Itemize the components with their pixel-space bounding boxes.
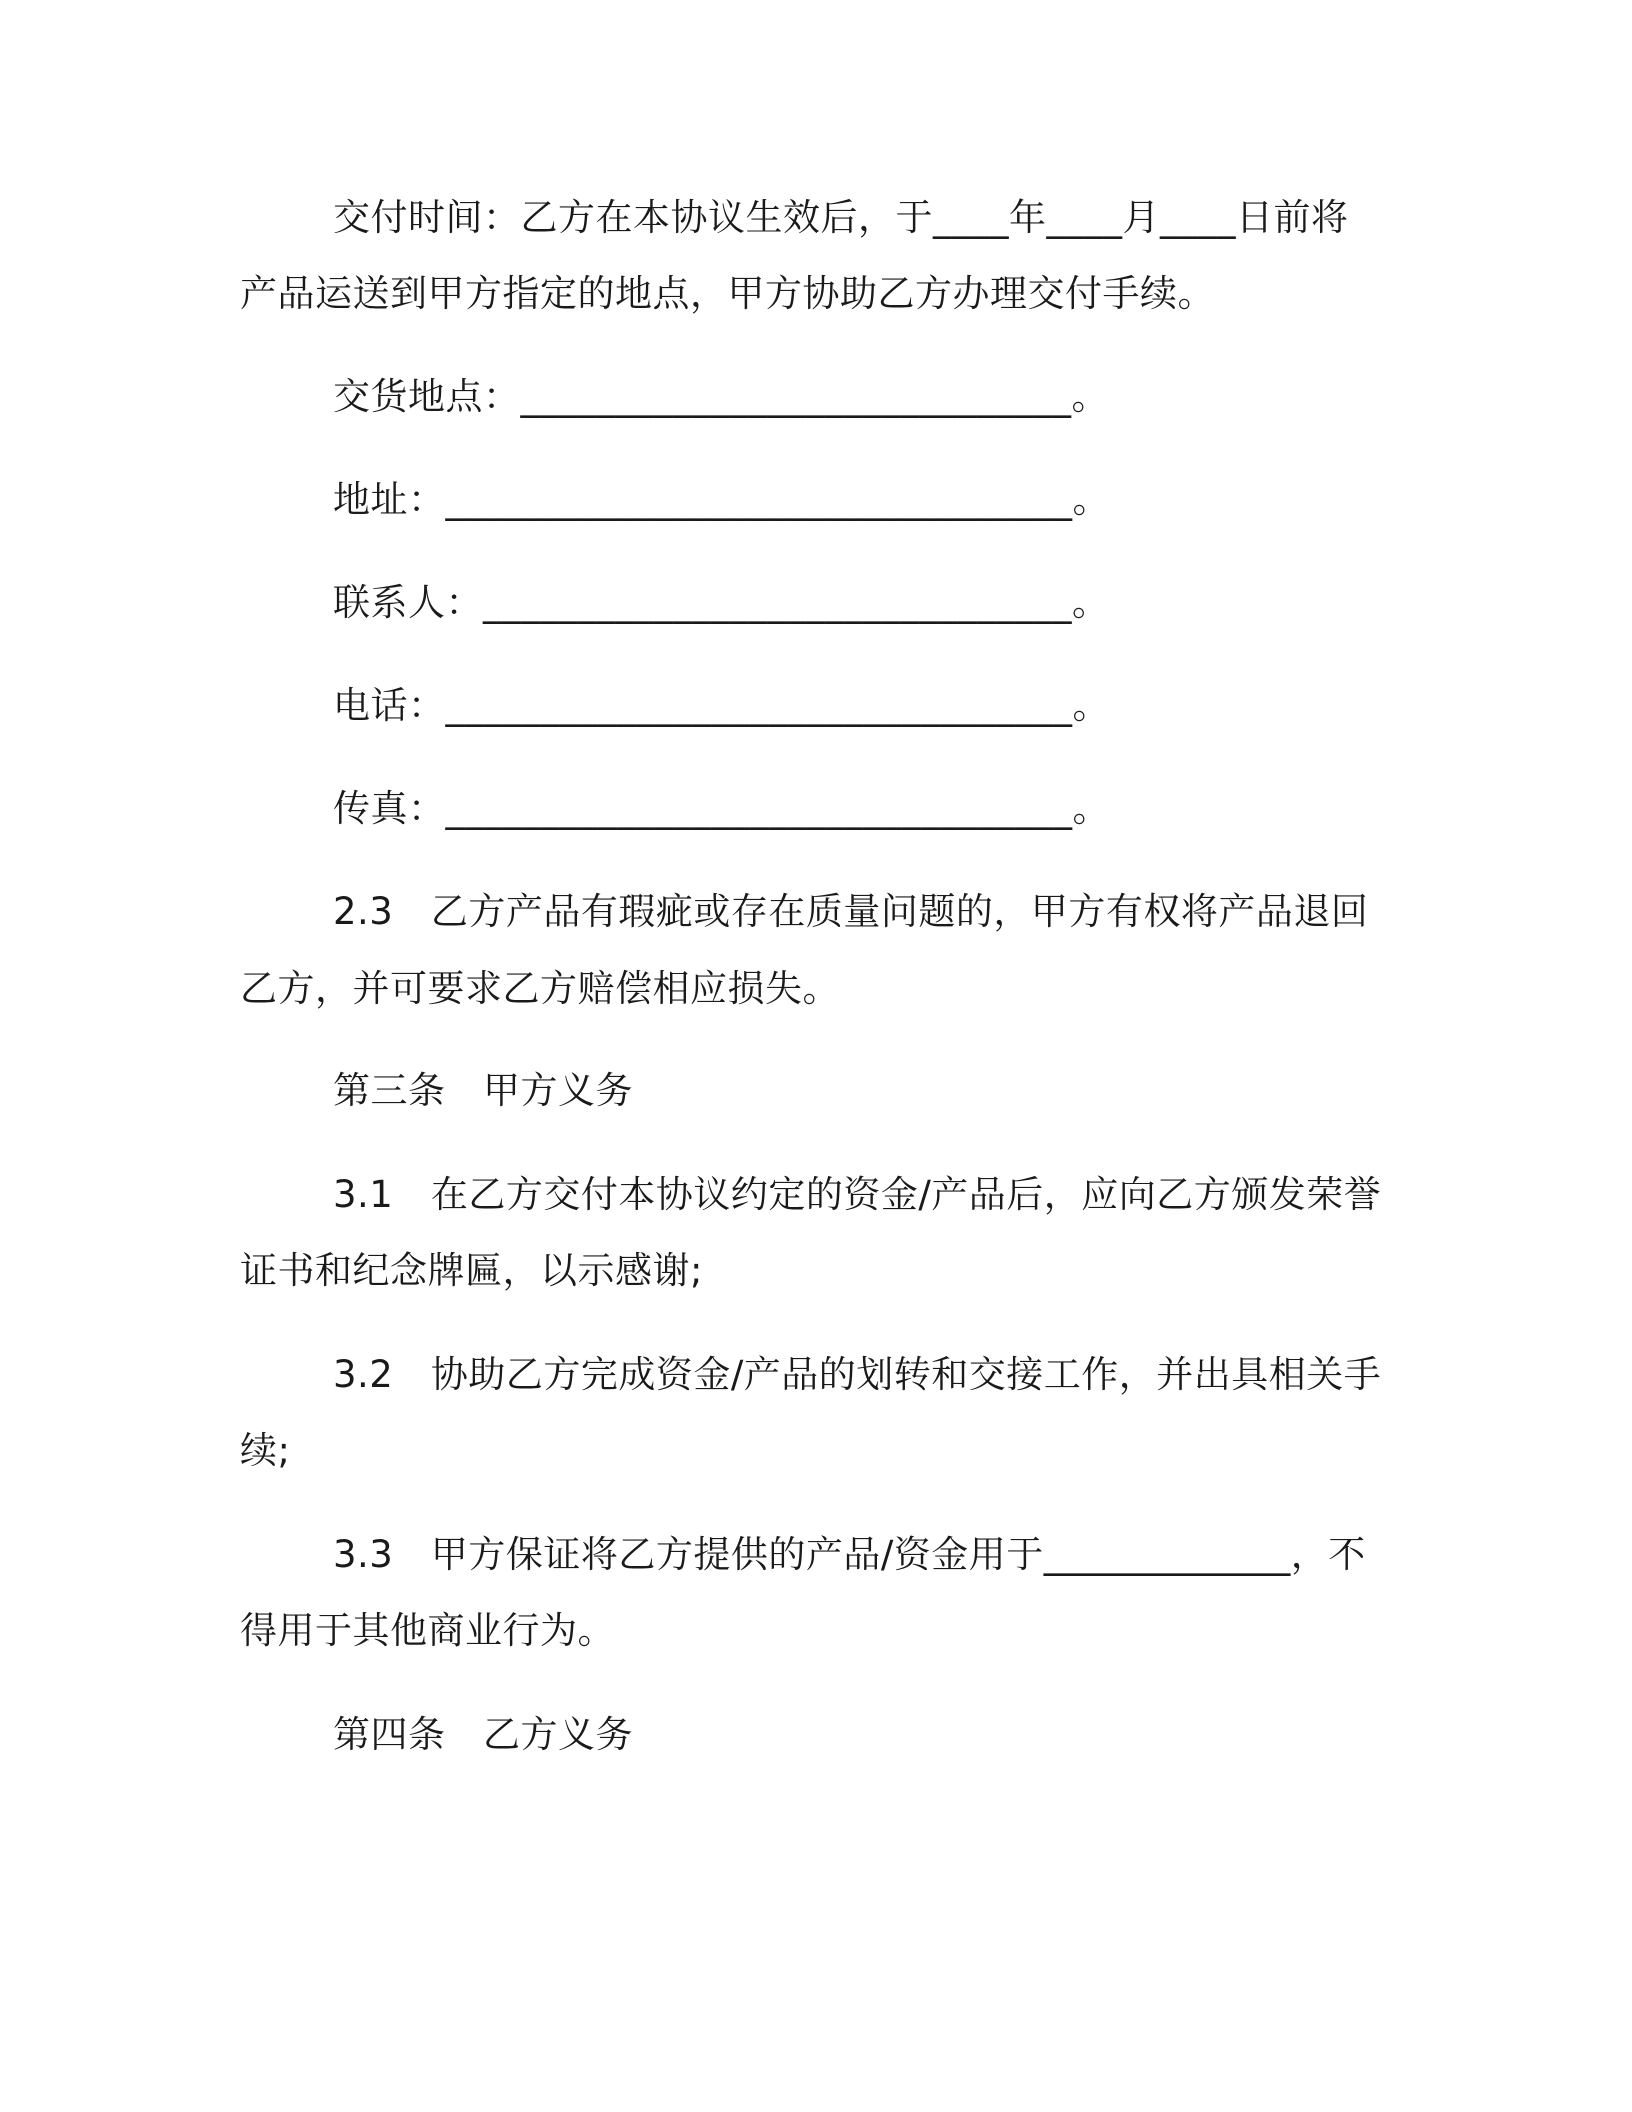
clause-2-3-line-1: 2.3 乙方产品有瑕疵或存在质量问题的，甲方有权将产品退回 [333, 890, 1369, 933]
clause-3-2-line-1: 3.2 协助乙方完成资金/产品的划转和交接工作，并出具相关手 [333, 1353, 1382, 1396]
contact-person-field: 联系人：_______________________________。 [333, 581, 1110, 624]
clause-3-3-line-2: 得用于其他商业行为。 [240, 1609, 615, 1652]
delivery-place-field: 交货地点：_____________________________。 [333, 375, 1109, 418]
delivery-time-line-2: 产品运送到甲方指定的地点，甲方协助乙方办理交付手续。 [240, 272, 1215, 315]
clause-3-3-line-1: 3.3 甲方保证将乙方提供的产品/资金用于_____________，不 [333, 1533, 1366, 1576]
address-field: 地址：_________________________________。 [333, 478, 1110, 521]
clause-3-2-line-2: 续; [240, 1429, 291, 1472]
delivery-time-line-1: 交付时间：乙方在本协议生效后，于____年____月____日前将 [333, 196, 1349, 239]
clause-3-1-line-1: 3.1 在乙方交付本协议约定的资金/产品后，应向乙方颁发荣誉 [333, 1173, 1382, 1216]
clause-2-3-line-2: 乙方，并可要求乙方赔偿相应损失。 [240, 967, 840, 1010]
article-4-heading: 第四条 乙方义务 [333, 1713, 633, 1756]
phone-field: 电话：_________________________________。 [333, 684, 1110, 727]
fax-field: 传真：_________________________________。 [333, 787, 1110, 830]
clause-3-1-line-2: 证书和纪念牌匾，以示感谢; [240, 1249, 703, 1292]
article-3-heading: 第三条 甲方义务 [333, 1069, 633, 1112]
